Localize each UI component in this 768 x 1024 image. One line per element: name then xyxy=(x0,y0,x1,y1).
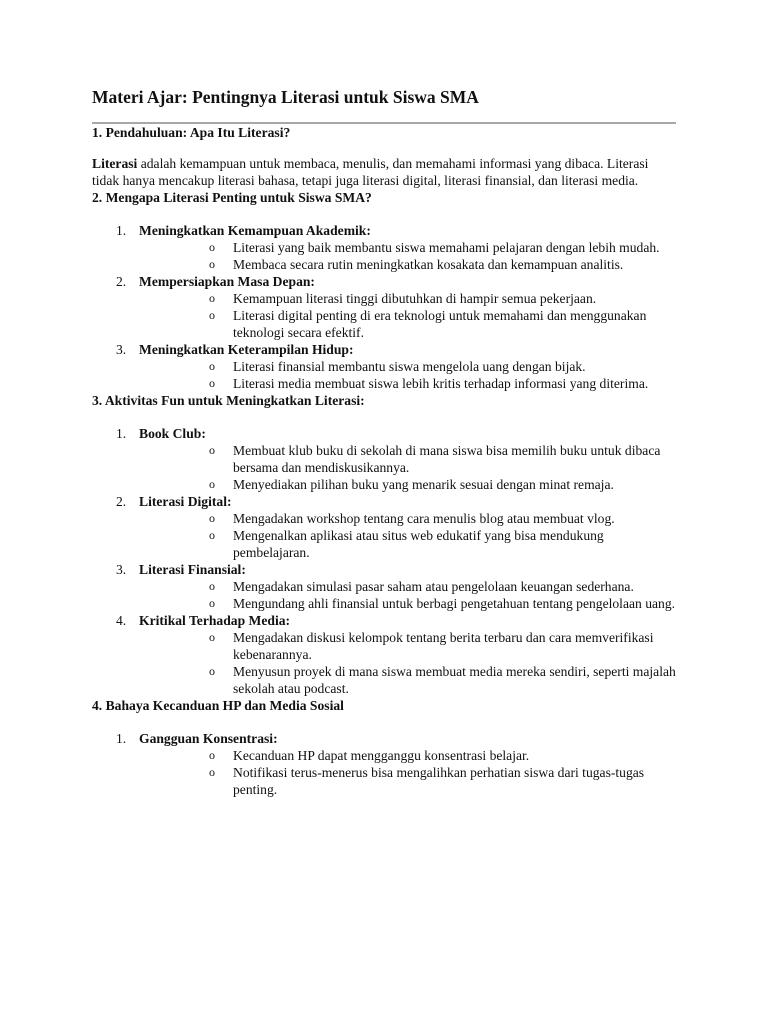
sub-list xyxy=(139,578,676,612)
sub-item-text: Membuat klub buku di sekolah di mana siswa bisa memilih buku untuk dibaca bersama dan mendiskusikannya. xyxy=(233,443,661,475)
sub-list xyxy=(139,290,676,341)
sub-item-text: Mengadakan workshop tentang cara menulis blog atau membuat vlog. xyxy=(233,511,615,526)
section-heading-1: 1. Pendahuluan: Apa Itu Literasi? xyxy=(92,125,291,140)
bullet-icon: o xyxy=(209,291,215,305)
numbered-list xyxy=(92,425,676,697)
sub-list xyxy=(139,747,676,798)
sub-item-text: Literasi digital penting di era teknologi untuk memahami dan menggunakan teknologi secara efektif. xyxy=(233,308,647,340)
item-title: Kritikal Terhadap Media: xyxy=(139,613,291,628)
bullet-icon: o xyxy=(209,765,215,779)
item-title: Literasi Digital: xyxy=(139,494,232,509)
bullet-icon: o xyxy=(209,664,215,678)
sub-item-text: Literasi finansial membantu siswa mengelola uang dengan bijak. xyxy=(233,359,586,374)
sub-item xyxy=(139,476,676,493)
list-item xyxy=(92,425,676,493)
numbered-list xyxy=(92,730,676,798)
sub-list xyxy=(139,442,676,493)
section-heading-3: 3. Aktivitas Fun untuk Meningkatkan Literasi: xyxy=(92,393,365,408)
bullet-icon: o xyxy=(209,308,215,322)
item-title: Meningkatkan Kemampuan Akademik: xyxy=(139,223,371,238)
sub-item xyxy=(139,256,676,273)
bullet-icon: o xyxy=(209,630,215,644)
item-title: Mempersiapkan Masa Depan: xyxy=(139,274,315,289)
document-title: Materi Ajar: Pentingnya Literasi untuk Siswa SMA xyxy=(92,87,479,107)
list-item xyxy=(92,222,676,273)
sub-item-text: Mengundang ahli finansial untuk berbagi pengetahuan tentang pengelolaan uang. xyxy=(233,596,676,611)
sub-item xyxy=(139,442,676,476)
sub-item xyxy=(139,307,676,341)
list-item xyxy=(92,341,676,392)
item-number: 1. xyxy=(116,223,127,238)
sub-item xyxy=(139,358,676,375)
item-number: 3. xyxy=(116,342,127,357)
item-number: 1. xyxy=(116,426,127,441)
list-item xyxy=(92,730,676,798)
intro-bold-term: Literasi xyxy=(92,156,138,171)
list-item xyxy=(92,612,676,697)
bullet-icon: o xyxy=(209,511,215,525)
sub-item-text: Mengadakan simulasi pasar saham atau pengelolaan keuangan sederhana. xyxy=(233,579,634,594)
section-heading-2: 2. Mengapa Literasi Penting untuk Siswa SMA? xyxy=(92,190,372,205)
sub-item xyxy=(139,747,676,764)
numbered-list xyxy=(92,222,676,392)
sub-item-text: Membaca secara rutin meningkatkan kosakata dan kemampuan analitis. xyxy=(233,257,624,272)
item-number: 3. xyxy=(116,562,127,577)
bullet-icon: o xyxy=(209,477,215,491)
sub-item-text: Mengadakan diskusi kelompok tentang berita terbaru dan cara memverifikasi kebenarannya. xyxy=(233,630,654,662)
bullet-icon: o xyxy=(209,443,215,457)
item-title: Gangguan Konsentrasi: xyxy=(139,731,278,746)
sub-list xyxy=(139,358,676,392)
bullet-icon: o xyxy=(209,528,215,542)
sub-item xyxy=(139,527,676,561)
sub-list xyxy=(139,239,676,273)
sub-item xyxy=(139,375,676,392)
sub-item-text: Literasi media membuat siswa lebih kritis terhadap informasi yang diterima. xyxy=(233,376,649,391)
item-title: Literasi Finansial: xyxy=(139,562,246,577)
list-item xyxy=(92,493,676,561)
sub-item-text: Literasi yang baik membantu siswa memahami pelajaran dengan lebih mudah. xyxy=(233,240,660,255)
sub-item-text: Menyusun proyek di mana siswa membuat media mereka sendiri, seperti majalah sekolah atau podcast. xyxy=(233,664,676,696)
sub-item xyxy=(139,629,676,663)
item-number: 1. xyxy=(116,731,127,746)
bullet-icon: o xyxy=(209,376,215,390)
sub-item-text: Kemampuan literasi tinggi dibutuhkan di hampir semua pekerjaan. xyxy=(233,291,597,306)
sub-list xyxy=(139,629,676,697)
sub-item xyxy=(139,290,676,307)
item-title: Book Club: xyxy=(139,426,206,441)
item-title: Meningkatkan Keterampilan Hidup: xyxy=(139,342,354,357)
item-number: 2. xyxy=(116,274,127,289)
bullet-icon: o xyxy=(209,579,215,593)
item-number: 4. xyxy=(116,613,127,628)
intro-paragraph xyxy=(92,155,676,189)
list-item xyxy=(92,561,676,612)
document-page xyxy=(92,86,676,798)
sub-item xyxy=(139,578,676,595)
bullet-icon: o xyxy=(209,257,215,271)
sub-item xyxy=(139,595,676,612)
sub-item xyxy=(139,663,676,697)
sub-list xyxy=(139,510,676,561)
bullet-icon: o xyxy=(209,359,215,373)
bullet-icon: o xyxy=(209,240,215,254)
sub-item-text: Kecanduan HP dapat mengganggu konsentrasi belajar. xyxy=(233,748,530,763)
bullet-icon: o xyxy=(209,748,215,762)
sub-item-text: Notifikasi terus-menerus bisa mengalihkan perhatian siswa dari tugas-tugas penting. xyxy=(233,765,645,797)
sub-item-text: Mengenalkan aplikasi atau situs web edukatif yang bisa mendukung pembelajaran. xyxy=(233,528,604,560)
bullet-icon: o xyxy=(209,596,215,610)
sub-item-text: Menyediakan pilihan buku yang menarik sesuai dengan minat remaja. xyxy=(233,477,614,492)
list-item xyxy=(92,273,676,341)
sub-item xyxy=(139,239,676,256)
sub-item xyxy=(139,510,676,527)
sub-item xyxy=(139,764,676,798)
item-number: 2. xyxy=(116,494,127,509)
section-heading-4: 4. Bahaya Kecanduan HP dan Media Sosial xyxy=(92,698,344,713)
intro-text: adalah kemampuan untuk membaca, menulis, dan memahami informasi yang dibaca. Literasi tidak hanya mencakup literasi bahasa, tetapi juga literasi digital, literasi finansial, dan literasi media. xyxy=(92,156,649,188)
